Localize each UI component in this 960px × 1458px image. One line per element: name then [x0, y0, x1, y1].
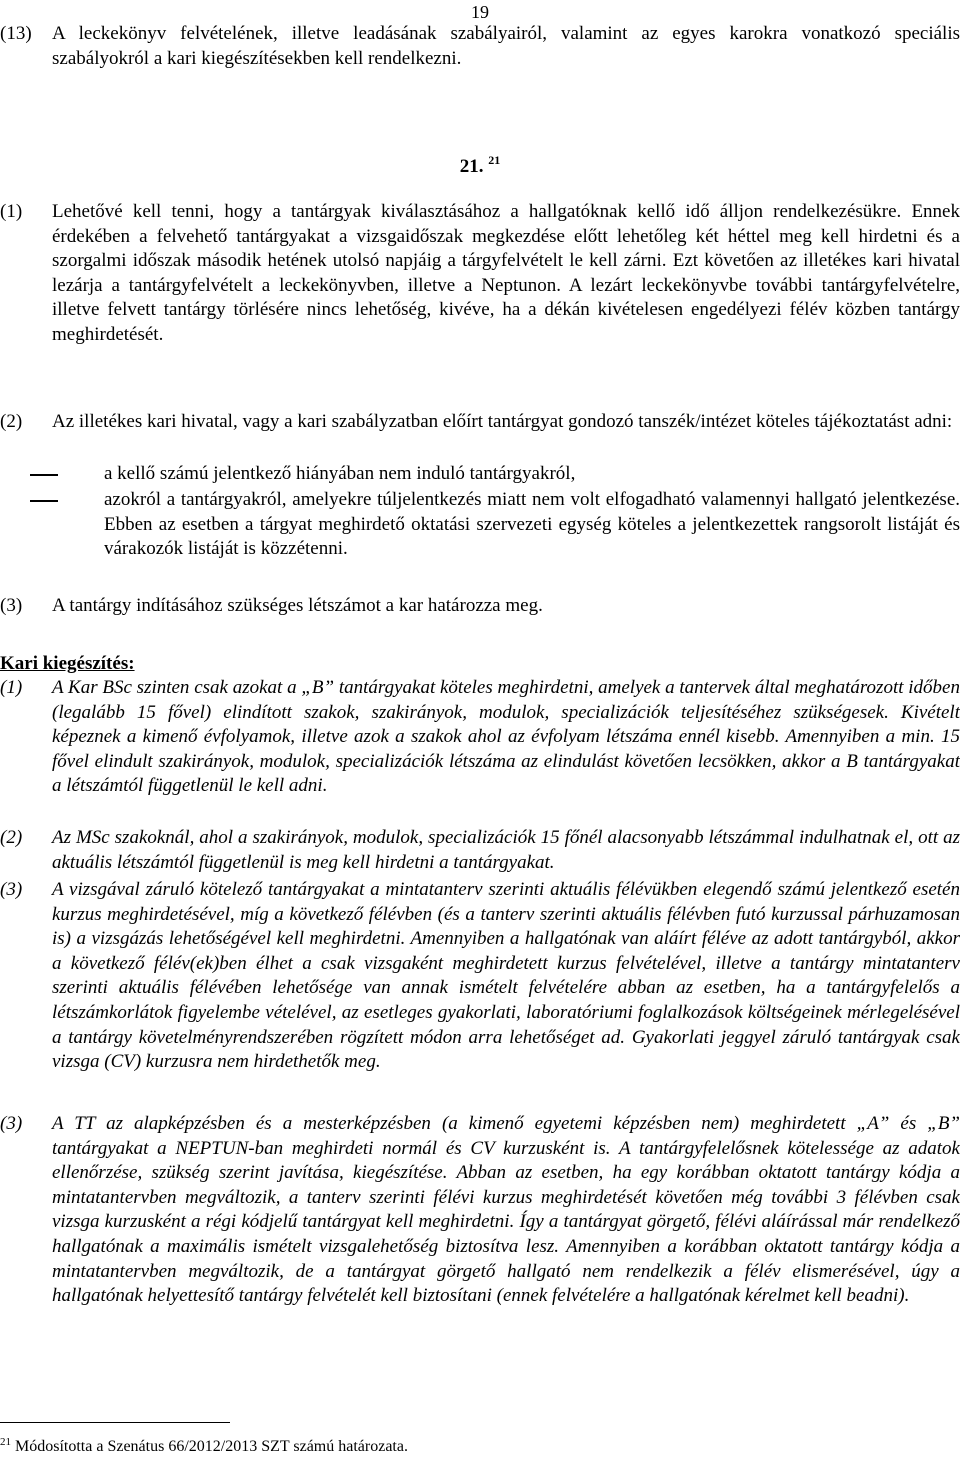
paragraph-number: (13) — [0, 23, 32, 44]
paragraph-number: (3) — [0, 595, 23, 616]
paragraph-text: Az illetékes kari hivatal, vagy a kari szabályzatban előírt tantárgyat gondozó tanszék/intézet köteles tájékoztatást adni: — [52, 411, 953, 432]
list-item — [0, 462, 960, 487]
item-number: (3) — [0, 1113, 23, 1134]
paragraph-number: (2) — [0, 411, 23, 432]
dash-bullet — [30, 474, 58, 476]
section-title — [0, 148, 960, 179]
list-item-text: a kellő számú jelentkező hiányában nem induló tantárgyakról, — [104, 463, 576, 484]
paragraph-1 — [0, 200, 960, 348]
paragraph-text: Lehetővé kell tenni, hogy a tantárgyak kiválasztásához a hallgatóknak kellő idő álljon rendelkezésükre. Ennek érdekében a felvehető tantárgyakat a vizsgaidőszak megkezdése előtt lehetőleg két héttel meg kell hirdetni és a szorgalmi időszak második hetének utolsó napjáig a tárgyfelvételt le kell zárni. Ezt követően az illetékes kari hivatal lezárja a tantárgyfelvételt a leckekönyvben, illetve a Neptunon. A lezárt leckekönyvbe további tantárgyfelvételre, illetve felvett tantárgy törlésére nincs lehetőség, kivéve, ha a dékán kivételesen engedélyezi félév közben tantárgy meghirdetését. — [52, 201, 960, 345]
kari-item-4 — [0, 1112, 960, 1309]
item-text: A TT az alapképzésben és a mesterképzésben (a kimenő egyetemi képzésben nem) meghirdetett „A” és „B” tantárgyakat a NEPTUN-ban meghirdeti normál és CV kurzusként is. A tantárgyfelelősnek kötelessége az adatok ellenőrzése, szükség szerint javítása, kiegészítése. Abban az esetben, ha egy korábban oktatott tantárgy kódja a mintatantervben megváltozik, a tanterv szerinti félévi kurzus meghirdetését követően még további 3 félévben csak vizsga kurzusként a régi kódjelű tantárgyat kell meghirdetni. Így a tantárgyat görgető, félévi aláírással már rendelkező hallgatónak a maximális ismételt vizsgalehetőség biztosítva lesz. Amennyiben a korábban oktatott tantárgy kódja a mintatantervben megváltozik, de a tantárgyat görgető hallgató nem rendelkezik a félév elismerésével, úgy a hallgatónak helyettesítő tantárgy felvételét kell biztosítani (ennek felvételére a hallgatónak kérelmet kell beadni). — [52, 1113, 960, 1307]
kari-item-1 — [0, 676, 960, 799]
paragraph-3 — [0, 594, 960, 619]
paragraph-text: A tantárgy indításához szükséges létszámot a kar határozza meg. — [52, 595, 543, 616]
footnote — [0, 1432, 408, 1457]
paragraph-number: (1) — [0, 201, 23, 222]
paragraph-2 — [0, 410, 960, 435]
dash-bullet — [30, 500, 58, 502]
paragraph-text: A leckekönyv felvételének, illetve leadásának szabályairól, valamint az egyes karokra vonatkozó speciális szabályokról a kari kiegészítésekben kell rendelkezni. — [52, 23, 960, 69]
section-number: 21. — [459, 156, 484, 177]
item-text: Az MSc szakoknál, ahol a szakirányok, modulok, specializációk 15 főnél alacsonyabb létszámmal indulhatnak el, ott az aktuális létszámtól függetlenül is meg kell hirdetni a tantárgyakat. — [52, 827, 960, 873]
item-text: A vizsgával záruló kötelező tantárgyakat a mintatanterv szerinti aktuális félévükben elegendő számú jelentkező esetén kurzus meghirdetésével, míg a következő félévben (és a tanterv szerinti aktuális félévben futó kurzussal párhuzamosan is) a vizsgázás lehetőségével kell meghirdetni. Amennyiben a hallgatónak van aláírt féléve az adott tantárgyból, akkor a következő félév(ek)ben élhet a csak vizsgaként meghirdetett kurzus felvételével, illetve a tantárgy mintatanterv szerinti aktuális félévében lehetősége van annak ismételt felvételére abban az esetben, ha a tantárgyfelelős a létszámkorlátok figyelembe vételével, az esetleges gyakorlati, laboratóriumi foglalkozások költségeinek mérlegelésével a tantárgy követelményrendszerében rögzített módon arra lehetőséget ad. Gyakorlati jeggyel záruló tantárgyak csak vizsga (CV) kurzusra nem hirdethetők meg. — [52, 879, 960, 1073]
footnote-number: 21 — [0, 1436, 11, 1448]
list-item-text: azokról a tantárgyakról, amelyekre túljelentkezés miatt nem volt elfogadható valamennyi hallgató jelentkezése. Ebben az esetben a tárgyat meghirdető oktatási szervezeti egység köteles a jelentkezettek rangsorolt listáját és várakozók listáját is közzétenni. — [104, 489, 960, 560]
footnote-ref[interactable]: 21 — [488, 153, 501, 167]
footnote-divider — [0, 1422, 230, 1423]
item-number: (3) — [0, 879, 23, 900]
intro-paragraph — [0, 22, 960, 71]
item-number: (1) — [0, 677, 23, 698]
kari-item-2 — [0, 826, 960, 875]
kari-title: Kari kiegészítés: — [0, 653, 135, 674]
kari-item-3 — [0, 878, 960, 1075]
item-number: (2) — [0, 827, 23, 848]
footnote-text: Módosította a Szenátus 66/2012/2013 SZT számú határozata. — [15, 1438, 408, 1455]
list-item — [0, 488, 960, 562]
page-number: 19 — [471, 2, 489, 22]
item-text: A Kar BSc szinten csak azokat a „B” tantárgyakat köteles meghirdetni, amelyek a tantervek által meghatározott időben (legalább 15 fővel) elindított szakok, szakirányok, modulok, specializációk teljesítéséhez szükségesek. Kivételt képeznek a kimenő évfolyamok, illetve azok a szakok ahol az évfolyam létszáma ennél kisebb. Amennyiben a min. 15 fővel elindult szakirányok, modulok, specializációk létszáma az elindulást követően lecsökken, akkor a B tantárgyakat a létszámtól függetlenül le kell adni. — [52, 677, 960, 797]
